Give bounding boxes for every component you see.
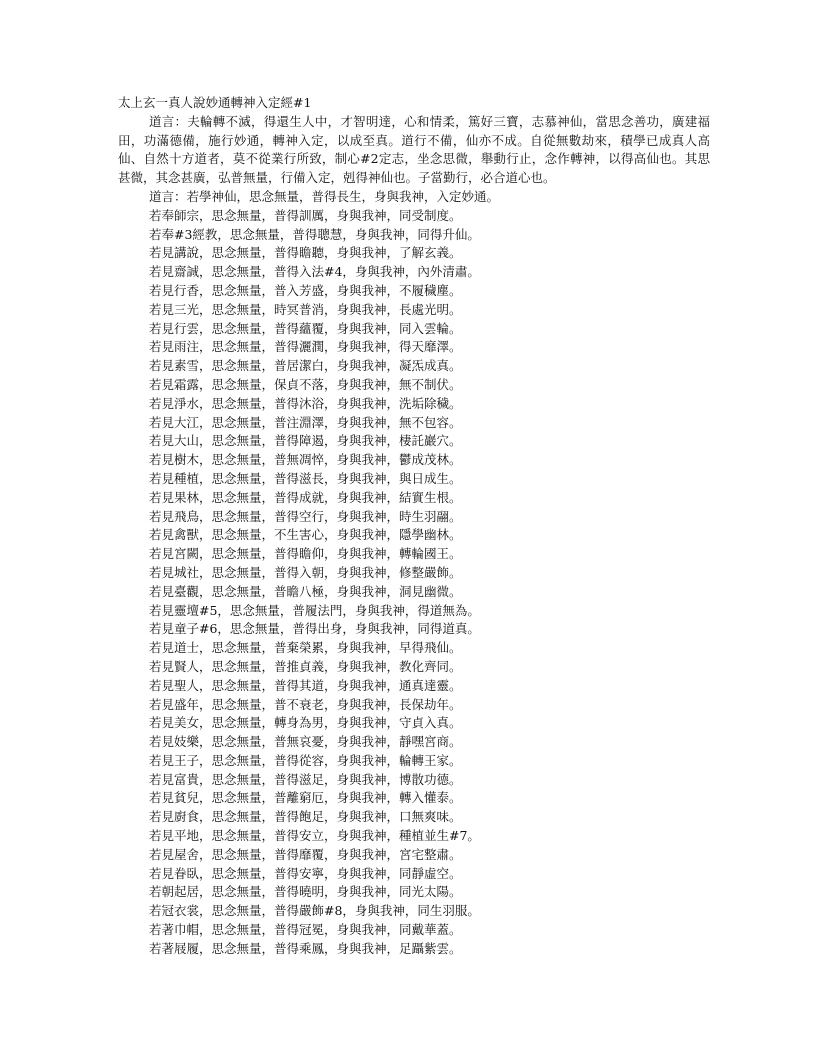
verse-line: 若朝起居，思念無量，普得曉明，身與我神，同光太陽。 [149,884,462,900]
verse-line: 若見城社，思念無量，普得入朝，身與我神，修整嚴飾。 [149,564,462,580]
verse-line: 若見雨注，思念無量，普得灑潤，身與我神，得天靡澤。 [149,339,462,355]
verse-line: 若見賢人，思念無量，普推貞義，身與我神，教化齊同。 [149,658,462,674]
verse-line: 若見樹木，思念無量，普無凋悴，身與我神，鬱成茂林。 [149,452,462,468]
verse-line: 若見富貴，思念無量，普得滋足，身與我神，博散功德。 [149,771,462,787]
verse-line: 若見齋誠，思念無量，普得入法#4，身與我神，內外清肅。 [149,264,480,280]
verse-line: 若見霜露，思念無量，保貞不落，身與我神，無不制伏。 [149,376,462,392]
verse-line: 若見道士，思念無量，普棄榮累，身與我神，早得飛仙。 [149,640,462,656]
verse-line: 若見行雲，思念無量，普得蘊覆，身與我神，同入雲輪。 [149,320,462,336]
verse-line: 若見行香，思念無量，普入芳盛，身與我神，不履穢塵。 [149,282,462,298]
verse-line: 若見眷臥，思念無量，普得安寧，身與我神，同靜虛空。 [149,865,462,881]
verse-line: 若見大山，思念無量，普得障遏，身與我神，棲託巖穴。 [149,433,462,449]
verse-line: 若見宮闕，思念無量，普得瞻仰，身與我神，轉輪國王。 [149,546,462,562]
verse-line: 若見大江，思念無量，普注淵澤，身與我神，無不包容。 [149,414,462,430]
verse-line: 若見素雪，思念無量，普居潔白，身與我神，凝炁成真。 [149,358,462,374]
verse-line: 若見種植，思念無量，普得滋長，身與我神，與日成生。 [149,470,462,486]
verse-line: 若見屋舍，思念無量，普得靡覆，身與我神，宮宅整肅。 [149,846,462,862]
verse-line: 若見盛年，思念無量，普不衰老，身與我神，長保劫年。 [149,696,462,712]
verse-line: 若見廚食，思念無量，普得飽足，身與我神，口無爽味。 [149,809,462,825]
verse-line: 若見妓樂，思念無量，普無哀憂，身與我神，靜嘿宮商。 [149,734,462,750]
document-title: 太上玄一真人說妙通轉神入定經#1 [118,95,312,110]
verse-line: 若著巾帽，思念無量，普得冠冕，身與我神，同戴華蓋。 [149,922,462,938]
verse-line: 若見飛鳥，思念無量，普得空行，身與我神，時生羽翮。 [149,508,462,524]
verse-line: 若見講說，思念無量，普得瞻聽，身與我神，了解玄義。 [149,245,462,261]
verse-line: 若見美女，思念無量，轉身為男，身與我神，守貞入真。 [149,715,462,731]
verse-line: 若見貧兒，思念無量，普離窮厄，身與我神，轉入懽泰。 [149,790,462,806]
verse-line: 若見平地，思念無量，普得安立，身與我神，種植並生#7。 [149,828,480,844]
verse-line: 若見聖人，思念無量，普得其道，身與我神，通真達靈。 [149,677,462,693]
verse-line: 若見果林，思念無量，普得成就，身與我神，結實生根。 [149,489,462,505]
intro-paragraph: 道言：夫輪轉不滅，得還生人中，才智明達，心和情柔，篤好三寶，志慕神仙，當思念善功，廣建福田，功滿德備，施行妙通，轉神入定，以成至真。道行不備，仙亦不成。自從無數劫來，積學已成真人高仙、自然十方道者，莫不從業行所致，制心#2定志，坐念思微，舉動行止，念作轉神，以得高仙也。其思甚微，其念甚廣，弘普無量，行備入定，剋得神仙也。子當勤行，必合道心也。 [118,113,710,186]
verse-line: 若見臺觀，思念無量，普瞻八極，身與我神，洞見幽微。 [149,583,462,599]
verse-line: 若見童子#6，思念無量，普得出身，身與我神，同得道真。 [149,621,480,637]
verse-line: 若奉師宗，思念無量，普得訓厲，身與我神，同受制度。 [149,207,462,223]
verse-line: 若奉#3經教，思念無量，普得聰慧，身與我神，同得升仙。 [149,226,480,242]
verse-line: 若見靈壇#5，思念無量，普履法門，身與我神，得道無為。 [149,602,480,618]
scripture-text [118,94,710,959]
verse-line: 若見王子，思念無量，普得從容，身與我神，輪轉王家。 [149,752,462,768]
verse-line: 若冠衣裳，思念無量，普得嚴飾#8，身與我神，同生羽服。 [149,903,480,919]
verse-line: 若見禽獸，思念無量，不生害心，身與我神，隱學幽林。 [149,527,462,543]
verse-line: 道言：若學神仙，思念無量，普得長生，身與我神，入定妙通。 [149,188,500,204]
verse-list [118,188,710,959]
verse-line: 若見三光，思念無量，時冥普消，身與我神，長處光明。 [149,301,462,317]
verse-line: 若著屐履，思念無量，普得乘鳳，身與我神，足躡紫雲。 [149,940,462,956]
verse-line: 若見淨水，思念無量，普得沐浴，身與我神，洗垢除穢。 [149,395,462,411]
